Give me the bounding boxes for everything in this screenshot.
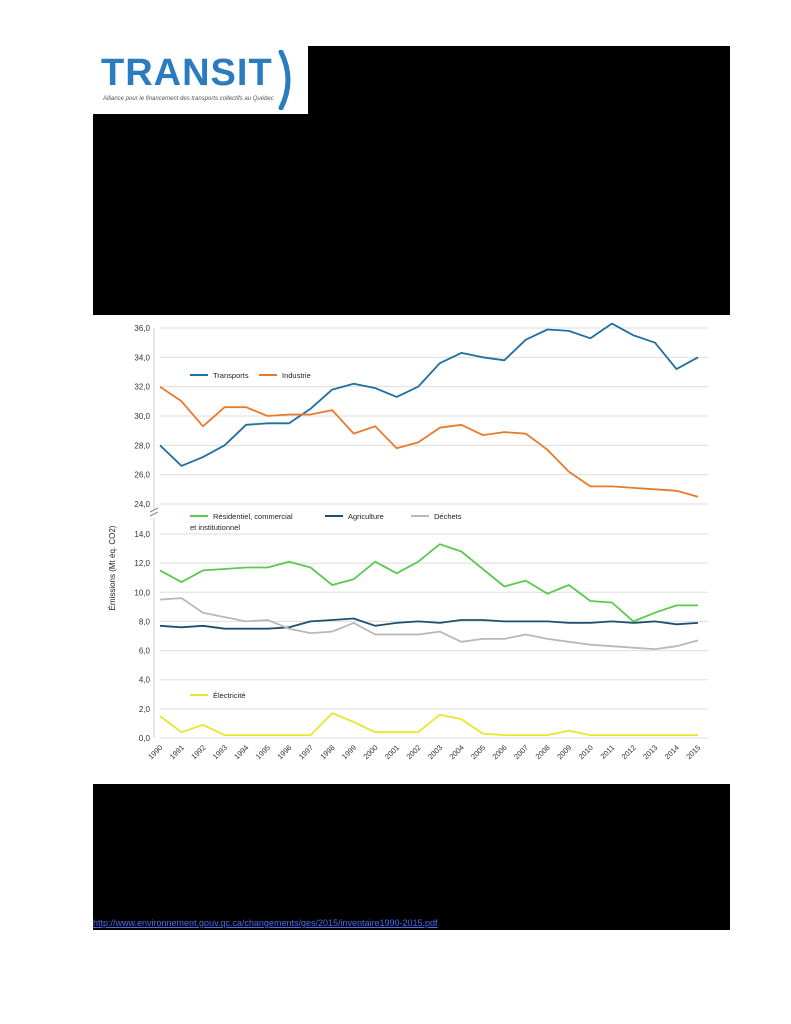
emissions-chart bbox=[93, 318, 730, 784]
redacted-intro-block bbox=[93, 114, 730, 315]
y-tick-label: 12,0 bbox=[134, 559, 150, 569]
axis-break-mark bbox=[150, 512, 158, 516]
y-tick-label: 24,0 bbox=[134, 500, 150, 509]
x-tick-label: 2000 bbox=[361, 743, 380, 762]
logo-chevron-icon bbox=[277, 50, 297, 110]
y-tick-label: 34,0 bbox=[134, 353, 150, 363]
y-tick-label: 0,0 bbox=[138, 734, 150, 743]
x-tick-label: 1994 bbox=[232, 743, 251, 762]
transit-logo bbox=[93, 46, 308, 114]
x-tick-label: 1991 bbox=[167, 743, 186, 762]
logo-wordmark: TRANSIT bbox=[101, 52, 273, 94]
x-tick-label: 1998 bbox=[318, 743, 337, 762]
y-tick-label: 2,0 bbox=[138, 704, 150, 714]
redacted-header-block bbox=[308, 46, 730, 114]
x-tick-label: 1996 bbox=[275, 743, 294, 762]
series-line-d-chets bbox=[160, 598, 698, 649]
x-tick-label: 1997 bbox=[296, 743, 316, 762]
y-tick-label: 28,0 bbox=[134, 441, 150, 451]
x-tick-label: 2007 bbox=[512, 743, 531, 762]
chart-svg bbox=[93, 318, 730, 784]
x-tick-label: 2015 bbox=[684, 743, 703, 762]
x-tick-label: 2005 bbox=[469, 743, 488, 762]
y-tick-label: 26,0 bbox=[134, 470, 150, 480]
y-tick-label: 10,0 bbox=[134, 588, 150, 598]
series-line-r-sidentiel-commercial-et-institutionnel bbox=[160, 544, 698, 621]
x-tick-label: 2010 bbox=[576, 743, 595, 762]
x-tick-label: 2002 bbox=[404, 743, 423, 762]
legend-residentiel-label: Résidentiel, commercial bbox=[213, 512, 293, 521]
y-tick-label: 4,0 bbox=[138, 675, 150, 685]
x-tick-label: 2011 bbox=[598, 743, 617, 761]
legend-dechets-label: Déchets bbox=[434, 512, 462, 521]
legend-industrie-label: Industrie bbox=[282, 371, 311, 380]
x-tick-label: 1993 bbox=[210, 743, 229, 762]
y-tick-label: 32,0 bbox=[134, 382, 150, 392]
legend-residentiel-label-line2: et institutionnel bbox=[190, 523, 241, 532]
legend-electricite-label: Électricité bbox=[213, 691, 246, 700]
x-tick-label: 2006 bbox=[490, 743, 509, 762]
x-tick-label: 2001 bbox=[382, 743, 402, 762]
series-line-transports bbox=[160, 324, 698, 466]
redacted-footer-block bbox=[93, 784, 730, 930]
legend-transports-label: Transports bbox=[213, 371, 249, 380]
y-tick-label: 30,0 bbox=[134, 412, 150, 421]
x-tick-label: 2014 bbox=[662, 743, 681, 762]
x-tick-label: 2009 bbox=[555, 743, 574, 762]
y-axis-label: Émissions (Mt éq. CO2) bbox=[108, 525, 117, 611]
x-tick-label: 1990 bbox=[146, 743, 165, 762]
x-tick-label: 2004 bbox=[447, 743, 466, 762]
x-tick-label: 2008 bbox=[533, 743, 552, 762]
legend-agriculture-label: Agriculture bbox=[348, 512, 384, 521]
y-tick-label: 8,0 bbox=[138, 617, 150, 627]
x-tick-label: 1995 bbox=[253, 743, 273, 762]
y-tick-label: 6,0 bbox=[138, 646, 150, 656]
x-tick-label: 2012 bbox=[619, 743, 638, 762]
x-tick-label: 2003 bbox=[426, 743, 445, 762]
x-tick-label: 2013 bbox=[641, 743, 660, 762]
source-link[interactable]: http://www.environnement.gouv.qc.ca/changements/ges/2015/inventaire1990-2015.pdf bbox=[93, 918, 438, 928]
logo-tagline: Alliance pour le financement des transports collectifs au Québec bbox=[103, 96, 274, 102]
series-line--lectricit bbox=[160, 713, 698, 735]
series-line-industrie bbox=[160, 387, 698, 497]
x-tick-label: 1992 bbox=[189, 743, 208, 762]
y-tick-label: 36,0 bbox=[134, 324, 150, 333]
x-tick-label: 1999 bbox=[339, 743, 359, 762]
y-tick-label: 14,0 bbox=[134, 530, 150, 539]
